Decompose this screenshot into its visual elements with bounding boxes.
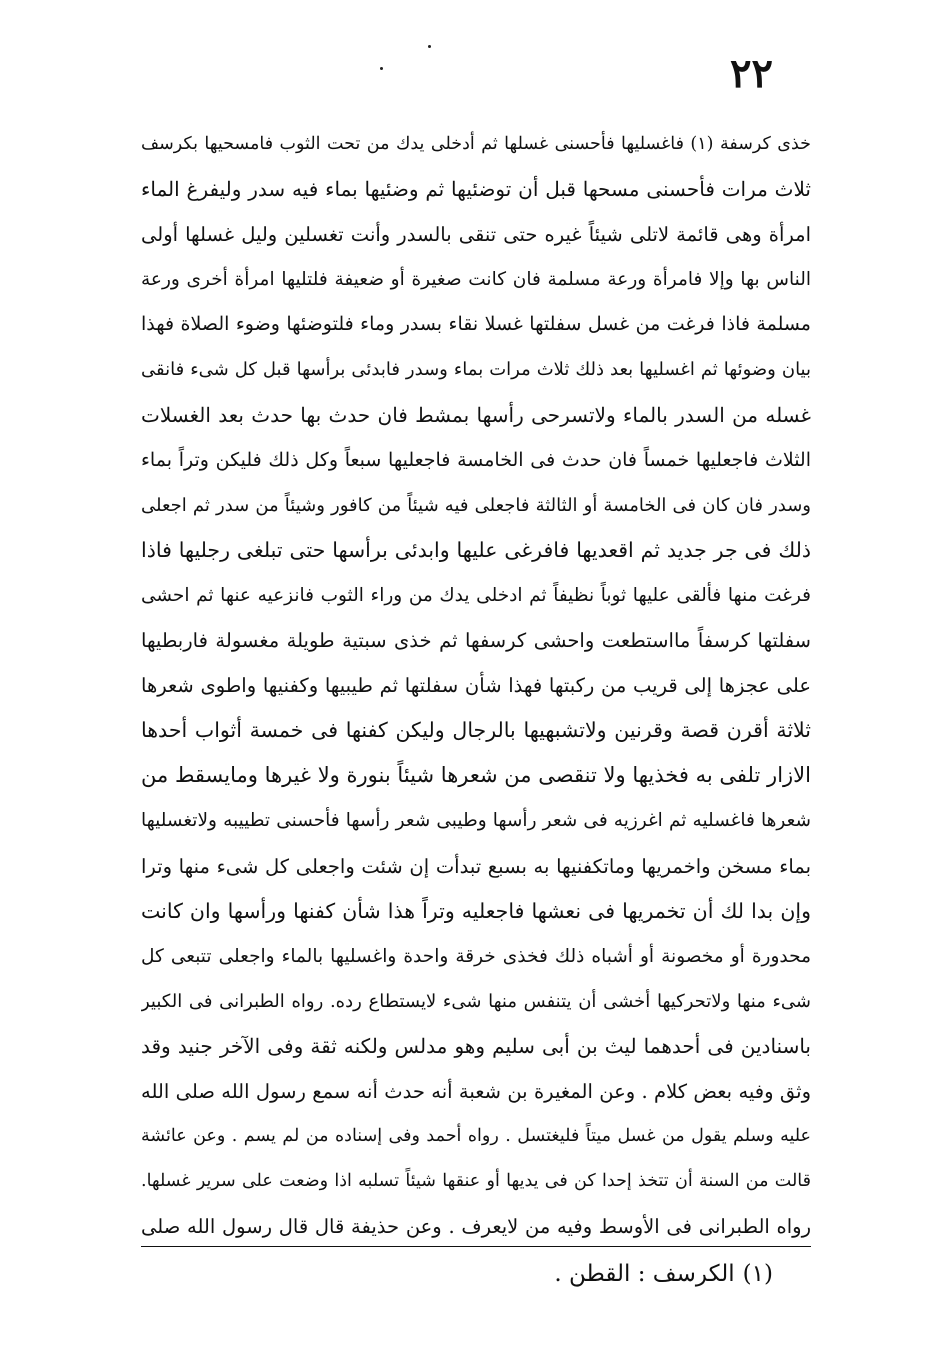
footnote-marker: (١)	[742, 1261, 773, 1287]
footnote	[213, 1256, 773, 1292]
body-text	[141, 122, 811, 1249]
text-line: شىء منها ولاتحركيها أخشى أن يتنفس منها شىء لايستطاع رده. رواه الطبرانى فى الكبير	[141, 990, 811, 1012]
footnote-divider	[141, 1246, 811, 1247]
text-line: سفلتها كرسفاً مااستطعت واحشى كرسفها ثم خذى سبتية طويلة مغسولة فاربطيها	[141, 629, 811, 653]
text-line: شعرها فاغسليه ثم اغرزيه فى شعر رأسها وطيبى شعر رأسها فأحسنى تطييبه ولاتغسليها	[141, 810, 811, 832]
text-line: الثلاث فاجعليها خمساً فان حدث فى الخامسة فاجعليها سبعاً وكل ذلك فليكن وتراً بماء	[141, 448, 811, 471]
text-line: عليه وسلم يقول من غسل ميتاً فليغتسل . رواه أحمد وفى إسناده من لم يسم . وعن عائشة	[141, 1126, 811, 1147]
text-line: وإن بدا لك أن تخمريها فى نعشها فاجعليه وتراً هذا شأن كفنها ورأسها وان كانت	[141, 898, 811, 923]
text-line: غسله من السدر بالماء ولاتسرحى رأسها بمشط فان حدث بها حدث بعد الغسلات	[141, 402, 811, 427]
text-line: مسلمة فاذا فرغت من غسل سفلتها غسلا نقاء بسدر وماء فلتوضئها وضوء الصلاة فهذا	[141, 313, 811, 336]
text-line: ثلاثة أقرن قصة وقرنين ولاتشبهيها بالرجال وليكن كفنها فى خمسة أثواب أحدها	[141, 718, 811, 743]
text-line: بيان وضوئها ثم اغسليها بعد ذلك ثلاث مرات بماء وسدر فابدئى برأسها قبل كل شىء فانقى	[141, 359, 811, 381]
ink-speck	[380, 67, 383, 70]
footnote-text: الكرسف : القطن .	[554, 1261, 735, 1287]
text-line: فرغت منها فألقى عليها ثوباً نظيفاً ثم ادخلى يدك من وراء الثوب فانزعيه عنها ثم احشى	[141, 584, 811, 606]
text-line: وثق وفيه بعض كلام . وعن المغيرة بن شعبة أنه حدث أنه سمع رسول الله صلى الله	[141, 1079, 811, 1103]
text-line: الازار تلفى به فخذيها ولا تنقصى من شعرها شيئاً بنورة ولا غيرها ومايسقط من	[141, 763, 811, 788]
text-line: قالت من السنة أن تتخذ إحدا كن فى يديها أو عنقها شيئاً تسلبه اذا وضعت على سرير غسلها.	[141, 1171, 811, 1192]
ink-speck	[428, 45, 431, 48]
text-line: بماء مسخن واخمريها وماتكفنيها به بسبع تبدأت إن شئت واجعلى كل شىء منها وترا	[141, 854, 811, 878]
page-number: ٢٢	[730, 50, 773, 97]
text-line: ذلك فى جر جديد ثم اقعديها فافرغى عليها وابدئى برأسها حتى تبلغى رجليها فاذا	[141, 537, 811, 562]
text-line: ثلاث مرات فأحسنى مسحها قبل أن توضئيها ثم وضئيها بماء فيه سدر وليفرغ الماء	[141, 177, 811, 202]
text-line: خذى كرسفة (١) فاغسليها فأحسنى غسلها ثم أدخلى يدك من تحت الثوب فامسحيها بكرسف	[141, 134, 811, 154]
text-line: امرأة وهى قائمة لاتلى شيئاً غيره حتى تنقى بالسدر وأنت تغسلين وليل غسلها أولى	[141, 223, 811, 247]
text-line: الناس بها وإلا فامرأة ورعة مسلمة فان كانت صغيرة أو ضعيفة فلتليها امرأة أخرى ورعة	[141, 269, 811, 291]
text-line: رواه الطبرانى فى الأوسط وفيه من لايعرف . وعن حذيفة قال قال رسول الله صلى	[141, 1215, 811, 1239]
text-line: محدورة أو مخصونة أو أشباه ذلك فخذى خرقة واحدة واغسليها بالماء واجعلى تتبعى كل	[141, 945, 811, 967]
text-line: على عجزها إلى قريب من ركبتها فهذا شأن سفلتها ثم طيبيها وكفنيها واطوى شعرها	[141, 674, 811, 698]
text-line: باسنادين فى أحدهما ليث بن أبى سليم وهو مدلس ولكنه ثقة وفى الآخر جنيد وقد	[141, 1033, 811, 1058]
text-line: وسدر فان كان فى الخامسة أو الثالثة فاجعلى فيه شيئاً من كافور وشيئاً من سدر ثم اجعلى	[141, 494, 811, 516]
